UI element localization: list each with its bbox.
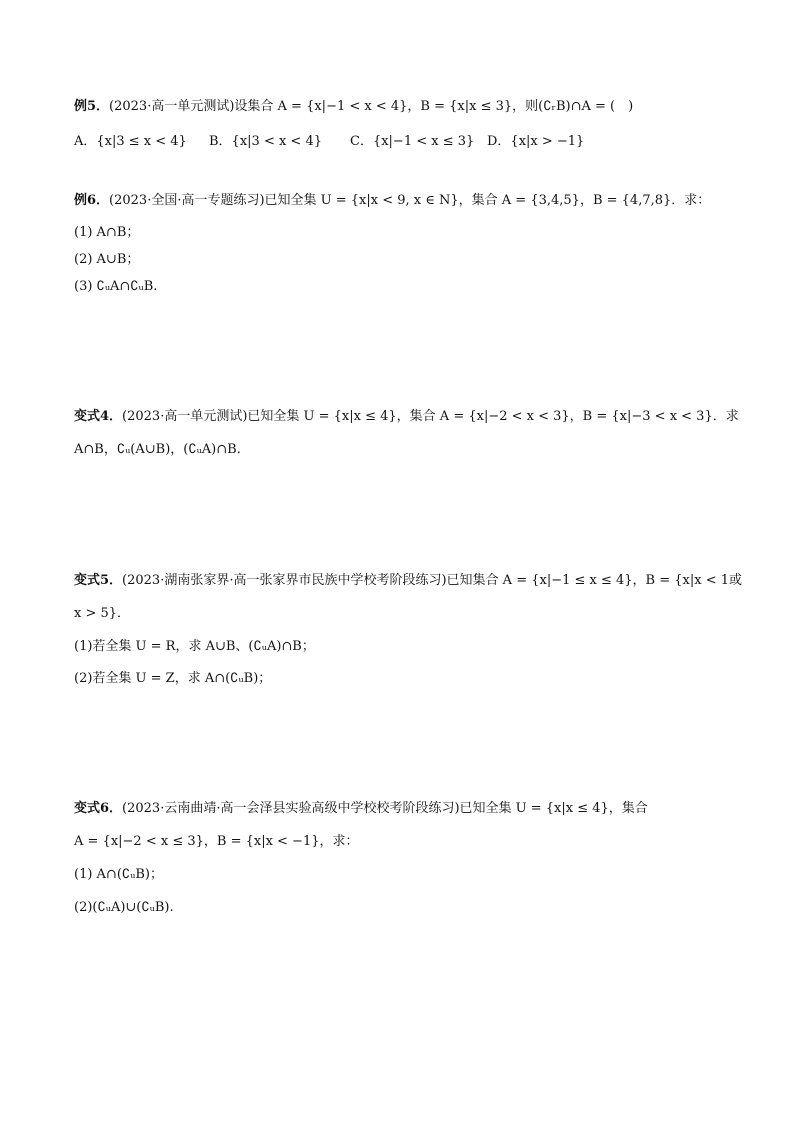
example6-part-2: (2) A∪B； [74, 252, 140, 267]
variant4-label: 变式4． [74, 409, 123, 424]
variant6-label: 变式6． [74, 801, 123, 816]
variant6-question [74, 800, 648, 818]
example6-label: 例6． [74, 193, 110, 208]
example6-part-1: (1) A∩B； [74, 225, 140, 240]
example5-option-a: A．{x|3 ≤ x < 4} [74, 134, 187, 149]
example5-option-d: D．{x|x > −1} [487, 134, 585, 149]
variant5-part-1: (1)若全集 U = R，求 A∪B、(∁ᵤA)∩B； [74, 639, 315, 654]
variant5-part-2: (2)若全集 U = Z，求 A∩(∁ᵤB)； [74, 671, 272, 686]
variant5-text: (2023·湖南张家界·高一张家界市民族中学校考阶段练习)已知集合 A = {x|−1 ≤ x ≤ 4}，B = {x|x < 1或 [122, 573, 743, 588]
example5-label: 例5． [74, 99, 110, 114]
variant5-question [74, 572, 742, 590]
example6-part-3: (3) ∁ᵤA∩∁ᵤB. [74, 279, 158, 294]
variant4-question [74, 408, 739, 426]
variant5-line2: x > 5}． [74, 606, 131, 621]
variant6-part-2: (2)(∁ᵤA)∪(∁ᵤB). [74, 900, 174, 915]
example6-question [74, 192, 710, 210]
variant6-text: (2023·云南曲靖·高一会泽县实验高级中学校校考阶段练习)已知全集 U = {x|x ≤ 4}，集合 [122, 801, 648, 816]
example5-question [74, 98, 633, 116]
example5-option-b: B．{x|3 < x < 4} [209, 134, 322, 149]
example5-text: (2023·高一单元测试)设集合 A = {x|−1 < x < 4}，B = {x|x ≤ 3}，则(∁ᵣB)∩A = ( ) [109, 99, 634, 114]
variant6-line2: A = {x|−2 < x ≤ 3}，B = {x|x < −1}，求： [74, 834, 359, 849]
variant5-label: 变式5． [74, 573, 123, 588]
example5-option-c: C．{x|−1 < x ≤ 3} [350, 134, 475, 149]
variant6-part-1: (1) A∩(∁ᵤB)； [74, 867, 163, 882]
variant4-line2: A∩B，∁ᵤ(A∪B)，(∁ᵤA)∩B． [74, 442, 250, 457]
variant4-text: (2023·高一单元测试)已知全集 U = {x|x ≤ 4}，集合 A = {x|−2 < x < 3}，B = {x|−3 < x < 3}．求 [122, 409, 739, 424]
example6-text: (2023·全国·高一专题练习)已知全集 U = {x|x < 9, x ∈ N}，集合 A = {3,4,5}，B = {4,7,8}．求： [109, 193, 711, 208]
